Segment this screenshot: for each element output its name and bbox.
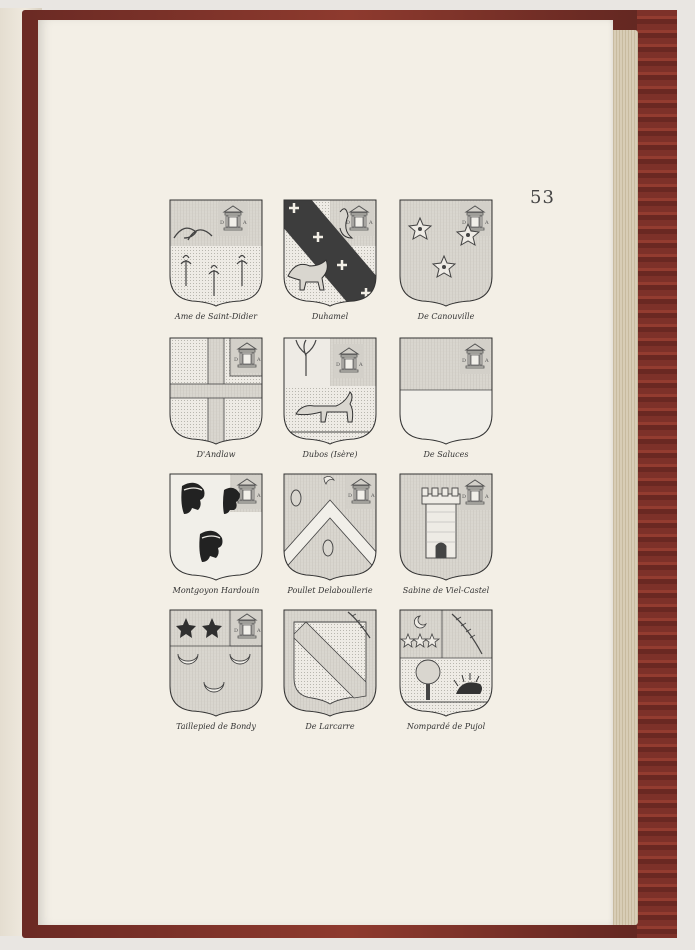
coat-of-arms-6	[398, 336, 494, 459]
caption-5: Dubos (Isère)	[302, 450, 358, 459]
caption-12: Nompardé de Pujol	[406, 722, 486, 731]
coat-of-arms-12	[398, 608, 494, 731]
shield-8	[282, 472, 378, 582]
shield-1	[168, 198, 264, 308]
coat-of-arms-1	[168, 198, 264, 321]
shield-4	[168, 336, 264, 446]
shield-3	[398, 198, 494, 308]
shield-5	[282, 336, 378, 446]
coat-of-arms-11	[282, 608, 378, 731]
page-number: 53	[530, 187, 555, 208]
coat-of-arms-9	[398, 472, 494, 595]
caption-8: Poullet Delaboullerie	[287, 586, 373, 595]
caption-2: Duhamel	[311, 312, 349, 321]
coat-of-arms-8	[282, 472, 378, 595]
caption-6: De Saluces	[423, 450, 469, 459]
caption-10: Taillepied de Bondy	[176, 722, 256, 731]
shield-6	[398, 336, 494, 446]
coat-of-arms-10	[168, 608, 264, 731]
shield-11	[282, 608, 378, 718]
shield-10	[168, 608, 264, 718]
caption-11: De Larcarre	[305, 722, 355, 731]
coat-of-arms-5	[282, 336, 378, 459]
shield-2	[282, 198, 378, 308]
shield-12	[398, 608, 494, 718]
shield-7	[168, 472, 264, 582]
caption-7: Montgoyon Hardouin	[172, 586, 260, 595]
caption-1: Ame de Saint-Didier	[174, 312, 258, 321]
cover-spine-edge	[637, 10, 677, 938]
coat-of-arms-4	[168, 336, 264, 459]
coat-of-arms-3	[398, 198, 494, 321]
coat-of-arms-2	[282, 198, 378, 321]
caption-9: Sabine de Viel-Castel	[402, 586, 490, 595]
caption-4: D'Andlaw	[196, 450, 236, 459]
shield-9	[398, 472, 494, 582]
coat-of-arms-7	[168, 472, 264, 595]
caption-3: De Canouville	[417, 312, 475, 321]
